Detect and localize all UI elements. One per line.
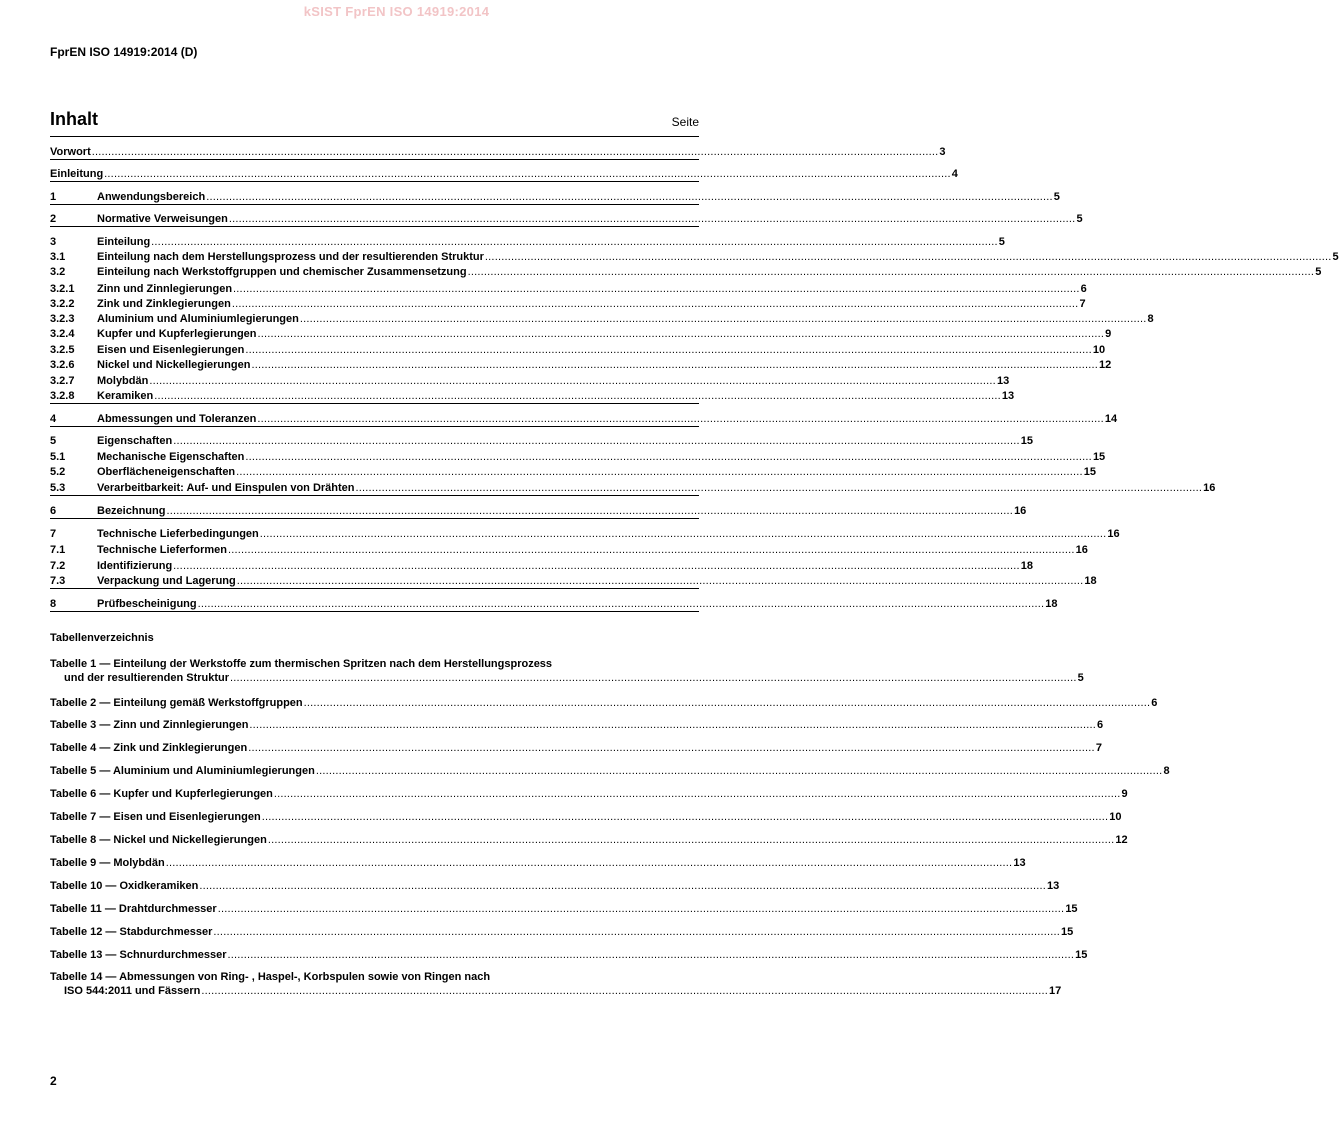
entry-page: 4: [951, 168, 958, 180]
entry-page: 15: [1092, 451, 1106, 463]
page-column-label: Seite: [671, 115, 699, 129]
entry-number: 3.2.3: [50, 313, 75, 325]
dot-leader: ....................................................................................................................................................................................................................................................................: [154, 390, 1001, 402]
entry-page: 10: [1092, 344, 1106, 356]
entry-page: 6: [1151, 697, 1158, 709]
dot-leader: ....................................................................................................................................................................................................................................................................: [231, 298, 1079, 310]
entry-page: 18: [1084, 575, 1097, 587]
toc-entry[interactable]: [50, 167, 958, 181]
entry-label: Tabelle 4 — Zink und Zinklegierungen: [50, 742, 248, 754]
dot-leader: ....................................................................................................................................................................................................................................................................: [303, 697, 1151, 709]
entry-label: Tabelle 12 — Stabdurchmesser: [50, 926, 213, 938]
entry-label: Anwendungsbereich: [97, 191, 206, 203]
toc-entry[interactable]: [50, 718, 1104, 732]
dot-leader: ....................................................................................................................................................................................................................................................................: [104, 168, 951, 180]
tables-heading: Tabellenverzeichnis: [50, 632, 154, 644]
entry-page: 5: [1077, 672, 1084, 684]
dot-leader: ....................................................................................................................................................................................................................................................................: [251, 359, 1099, 371]
entry-label: Einteilung nach Werkstoffgruppen und chemischer Zusammensetzung: [97, 266, 467, 278]
entry-page: 5: [1332, 251, 1339, 263]
toc-entry[interactable]: [50, 948, 1088, 962]
entry-label: Tabelle 11 — Drahtdurchmesser: [50, 903, 217, 915]
entry-page: 13: [1046, 880, 1060, 892]
dot-leader: ....................................................................................................................................................................................................................................................................: [201, 985, 1048, 997]
entry-label: Einteilung nach dem Herstellungsprozess und der resultierenden Struktur: [97, 251, 484, 263]
entry-number: 3.2.5: [50, 344, 75, 356]
entry-label: Technische Lieferbedingungen: [97, 528, 259, 540]
entry-label: Einteilung: [97, 236, 151, 248]
entry-label: Eisen und Eisenlegierungen: [97, 344, 245, 356]
entry-label: Zink und Zinklegierungen: [97, 298, 231, 310]
toc-entry[interactable]: [50, 671, 1084, 685]
entry-number: 7: [50, 528, 57, 540]
table-entry-first-line: Tabelle 14 — Abmessungen von Ring- , Haspel-, Korbspulen sowie von Ringen nach: [50, 971, 491, 983]
entry-label: Tabelle 7 — Eisen und Eisenlegierungen: [50, 811, 261, 823]
dot-leader: ....................................................................................................................................................................................................................................................................: [467, 266, 1315, 278]
toc-entry[interactable]: [50, 465, 1097, 479]
dot-leader: ....................................................................................................................................................................................................................................................................: [249, 719, 1097, 731]
entry-page: 15: [1065, 903, 1078, 915]
entry-number: 7.1: [50, 544, 66, 556]
toc-entry[interactable]: [50, 389, 1015, 403]
page-number: 2: [50, 1074, 57, 1088]
entry-page: 5: [1053, 191, 1060, 203]
entry-page: 15: [1075, 949, 1088, 961]
entry-page: 8: [1163, 765, 1170, 777]
entry-page: 7: [1079, 298, 1086, 310]
toc-divider: [50, 518, 699, 519]
entry-page: 7: [1095, 742, 1102, 754]
entry-number: 5.2: [50, 466, 66, 478]
toc-entry[interactable]: [50, 925, 1074, 939]
entry-page: 18: [1020, 560, 1034, 572]
entry-label: Kupfer und Kupferlegierungen: [97, 328, 257, 340]
entry-page: 5: [1315, 266, 1322, 278]
dot-leader: ....................................................................................................................................................................................................................................................................: [257, 413, 1104, 425]
dot-leader: ....................................................................................................................................................................................................................................................................: [245, 451, 1092, 463]
toc-entry[interactable]: [50, 481, 1216, 495]
toc-entry[interactable]: [50, 574, 1097, 588]
toc-entry[interactable]: [50, 235, 1005, 249]
toc-entry[interactable]: [50, 343, 1106, 357]
toc-divider: [50, 611, 699, 612]
entry-label: Normative Verweisungen: [97, 213, 228, 225]
dot-leader: ....................................................................................................................................................................................................................................................................: [236, 575, 1084, 587]
toc-entry[interactable]: [50, 450, 1106, 464]
entry-number: 3.2.4: [50, 328, 75, 340]
entry-label: Vorwort: [50, 146, 91, 158]
dot-leader: ....................................................................................................................................................................................................................................................................: [355, 482, 1203, 494]
entry-label: Eigenschaften: [97, 435, 173, 447]
toc-top-rule: [50, 136, 699, 137]
toc-entry[interactable]: [50, 434, 1034, 448]
dot-leader: ....................................................................................................................................................................................................................................................................: [236, 466, 1083, 478]
entry-number: 3.1: [50, 251, 66, 263]
entry-label: Keramiken: [97, 390, 154, 402]
entry-page: 8: [1147, 313, 1154, 325]
toc-entry[interactable]: [50, 327, 1112, 341]
dot-leader: ....................................................................................................................................................................................................................................................................: [173, 560, 1020, 572]
entry-page: 5: [1076, 213, 1083, 225]
dot-leader: ....................................................................................................................................................................................................................................................................: [149, 375, 996, 387]
entry-label: Tabelle 5 — Aluminium und Aluminiumlegierungen: [50, 765, 315, 777]
dot-leader: ....................................................................................................................................................................................................................................................................: [259, 528, 1107, 540]
entry-number: 1: [50, 191, 57, 203]
watermark: kSIST FprEN ISO 14919:2014: [303, 4, 490, 19]
dot-leader: ....................................................................................................................................................................................................................................................................: [245, 344, 1092, 356]
entry-label: Tabelle 6 — Kupfer und Kupferlegierungen: [50, 788, 273, 800]
entry-page: 9: [1105, 328, 1112, 340]
toc-entry[interactable]: [50, 145, 946, 159]
toc-entry[interactable]: [50, 810, 1122, 824]
toc-entry[interactable]: [50, 543, 1088, 557]
entry-label: Einleitung: [50, 168, 104, 180]
entry-number: 5: [50, 435, 57, 447]
entry-page: 6: [1097, 719, 1104, 731]
entry-label: Identifizierung: [97, 560, 173, 572]
dot-leader: ....................................................................................................................................................................................................................................................................: [273, 788, 1121, 800]
entry-page: 13: [1013, 857, 1026, 869]
toc-title: Inhalt: [50, 109, 98, 129]
dot-leader: ....................................................................................................................................................................................................................................................................: [151, 236, 998, 248]
dot-leader: ....................................................................................................................................................................................................................................................................: [484, 251, 1332, 263]
entry-label: Tabelle 9 — Molybdän: [50, 857, 165, 869]
entry-number: 8: [50, 598, 57, 610]
entry-page: 12: [1099, 359, 1112, 371]
toc-entry[interactable]: [50, 282, 1087, 296]
entry-label: Oberflächeneigenschaften: [97, 466, 236, 478]
toc-entry[interactable]: [50, 312, 1154, 326]
entry-number: 5.1: [50, 451, 66, 463]
entry-page: 14: [1104, 413, 1118, 425]
entry-number: 7.2: [50, 560, 66, 572]
entry-number: 6: [50, 505, 57, 517]
entry-page: 6: [1080, 283, 1087, 295]
dot-leader: ....................................................................................................................................................................................................................................................................: [248, 742, 1095, 754]
entry-page: 13: [1001, 390, 1015, 402]
entry-label: Tabelle 8 — Nickel und Nickellegierungen: [50, 834, 267, 846]
dot-leader: ....................................................................................................................................................................................................................................................................: [165, 857, 1013, 869]
entry-label: Tabelle 10 — Oxidkeramiken: [50, 880, 199, 892]
dot-leader: ....................................................................................................................................................................................................................................................................: [166, 505, 1014, 517]
entry-page: 16: [1203, 482, 1216, 494]
entry-number: 2: [50, 213, 57, 225]
entry-label: und der resultierenden Struktur: [64, 672, 230, 684]
entry-label: Verarbeitbarkeit: Auf- und Einspulen von Drähten: [97, 482, 355, 494]
toc-entry[interactable]: [50, 212, 1083, 226]
document-id: FprEN ISO 14919:2014 (D): [50, 45, 198, 59]
entry-label: Zinn und Zinnlegierungen: [97, 283, 233, 295]
toc-divider: [50, 226, 699, 227]
toc-divider: [50, 204, 699, 205]
toc-entry[interactable]: [50, 696, 1158, 710]
entry-label: Tabelle 13 — Schnurdurchmesser: [50, 949, 227, 961]
entry-page: 15: [1083, 466, 1097, 478]
entry-label: Molybdän: [97, 375, 149, 387]
toc-entry[interactable]: [50, 902, 1078, 916]
entry-label: ISO 544:2011 und Fässern: [64, 985, 201, 997]
toc-entry[interactable]: [50, 741, 1102, 755]
toc-entry[interactable]: [50, 358, 1112, 372]
dot-leader: ....................................................................................................................................................................................................................................................................: [197, 598, 1045, 610]
entry-page: 12: [1115, 834, 1128, 846]
dot-leader: ....................................................................................................................................................................................................................................................................: [199, 880, 1046, 892]
toc-divider: [50, 159, 699, 160]
entry-page: 15: [1061, 926, 1074, 938]
entry-page: 5: [998, 236, 1005, 248]
dot-leader: ....................................................................................................................................................................................................................................................................: [217, 903, 1065, 915]
toc-entry[interactable]: [50, 984, 1062, 998]
entry-page: 13: [996, 375, 1010, 387]
toc-entry[interactable]: [50, 412, 1118, 426]
dot-leader: ....................................................................................................................................................................................................................................................................: [91, 146, 939, 158]
toc-divider: [50, 181, 699, 182]
entry-page: 9: [1121, 788, 1128, 800]
entry-label: Mechanische Eigenschaften: [97, 451, 245, 463]
toc-entry[interactable]: [50, 504, 1027, 518]
entry-number: 3.2: [50, 266, 66, 278]
entry-number: 3.2.6: [50, 359, 75, 371]
entry-page: 15: [1020, 435, 1034, 447]
toc-entry[interactable]: [50, 787, 1128, 801]
entry-number: 3.2.1: [50, 283, 75, 295]
dot-leader: ....................................................................................................................................................................................................................................................................: [315, 765, 1163, 777]
entry-page: 16: [1014, 505, 1027, 517]
dot-leader: ....................................................................................................................................................................................................................................................................: [227, 949, 1075, 961]
entry-number: 3.2.8: [50, 390, 75, 402]
toc-entry[interactable]: [50, 833, 1128, 847]
entry-number: 5.3: [50, 482, 66, 494]
entry-number: 3.2.7: [50, 375, 75, 387]
toc-entry[interactable]: [50, 597, 1058, 611]
toc-entry[interactable]: [50, 527, 1120, 541]
entry-label: Technische Lieferformen: [97, 544, 227, 556]
entry-label: Tabelle 2 — Einteilung gemäß Werkstoffgruppen: [50, 697, 303, 709]
table-entry-first-line: Tabelle 1 — Einteilung der Werkstoffe zum thermischen Spritzen nach dem Herstellungsprozess: [50, 658, 553, 670]
dot-leader: ....................................................................................................................................................................................................................................................................: [257, 328, 1105, 340]
entry-number: 3: [50, 236, 57, 248]
toc-entry[interactable]: [50, 297, 1086, 311]
toc-entry[interactable]: [50, 559, 1034, 573]
entry-page: 16: [1075, 544, 1088, 556]
dot-leader: ....................................................................................................................................................................................................................................................................: [299, 313, 1147, 325]
toc-entry[interactable]: [50, 250, 1339, 264]
toc-entry[interactable]: [50, 265, 1322, 279]
entry-page: 17: [1048, 985, 1062, 997]
toc-divider: [50, 588, 699, 589]
dot-leader: ....................................................................................................................................................................................................................................................................: [233, 283, 1080, 295]
toc-divider: [50, 426, 699, 427]
entry-label: Tabelle 3 — Zinn und Zinnlegierungen: [50, 719, 249, 731]
entry-label: Prüfbescheinigung: [97, 598, 197, 610]
entry-number: 3.2.2: [50, 298, 75, 310]
dot-leader: ....................................................................................................................................................................................................................................................................: [228, 544, 1075, 556]
dot-leader: ....................................................................................................................................................................................................................................................................: [173, 435, 1020, 447]
entry-label: Bezeichnung: [97, 505, 166, 517]
entry-page: 16: [1107, 528, 1120, 540]
entry-number: 7.3: [50, 575, 66, 587]
entry-label: Nickel und Nickellegierungen: [97, 359, 251, 371]
toc-entry[interactable]: [50, 879, 1060, 893]
entry-label: Verpackung und Lagerung: [97, 575, 236, 587]
dot-leader: ....................................................................................................................................................................................................................................................................: [228, 213, 1076, 225]
entry-page: 3: [939, 146, 946, 158]
toc-entry[interactable]: [50, 764, 1170, 778]
entry-label: Aluminium und Aluminiumlegierungen: [97, 313, 299, 325]
entry-page: 10: [1109, 811, 1122, 823]
dot-leader: ....................................................................................................................................................................................................................................................................: [267, 834, 1115, 846]
toc-entry[interactable]: [50, 856, 1026, 870]
dot-leader: ....................................................................................................................................................................................................................................................................: [230, 672, 1077, 684]
entry-page: 18: [1045, 598, 1058, 610]
toc-divider: [50, 495, 699, 496]
dot-leader: ....................................................................................................................................................................................................................................................................: [213, 926, 1061, 938]
entry-label: Abmessungen und Toleranzen: [97, 413, 257, 425]
dot-leader: ....................................................................................................................................................................................................................................................................: [261, 811, 1109, 823]
entry-number: 4: [50, 413, 57, 425]
toc-entry[interactable]: [50, 190, 1060, 204]
toc-entry[interactable]: [50, 374, 1010, 388]
toc-divider: [50, 403, 699, 404]
dot-leader: ....................................................................................................................................................................................................................................................................: [206, 191, 1053, 203]
